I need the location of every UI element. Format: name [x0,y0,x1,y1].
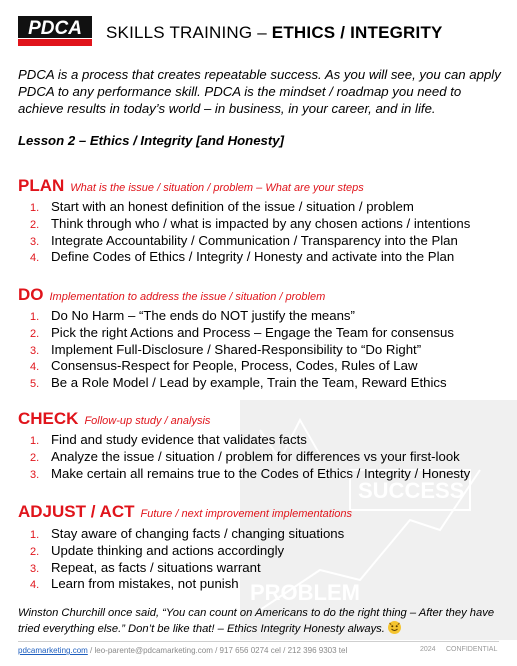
item-number: 1. [30,435,40,447]
item-text: Be a Role Model / Lead by example, Train the Team, Reward Ethics [51,375,447,391]
adjust-act-list [30,526,510,593]
item-text: Pick the right Actions and Process – Engage the Team for consensus [51,324,454,340]
item-text: Update thinking and actions accordingly [51,542,285,558]
adjust-act-subtitle: Future / next improvement implementations [140,508,353,520]
closing-quote [18,606,506,637]
quote-text: Winston Churchill once said, “You can count on Americans to do the right thing – After they have tried everything else.” Don’t be like that! – Ethics Integrity Honesty always. [18,607,495,635]
list-item [30,325,510,342]
footer-website-link[interactable]: pdcamarketing.com [18,646,88,655]
list-item [30,308,510,325]
do-keyword: DO [18,285,44,304]
check-heading [18,409,210,429]
item-text: Define Codes of Ethics / Integrity / Honesty and activate into the Plan [51,249,455,265]
list-item [30,342,510,359]
list-item [30,216,510,233]
list-item [30,375,510,392]
list-item [30,249,510,266]
item-number: 4. [30,252,40,265]
item-number: 5. [30,378,40,391]
plan-keyword: PLAN [18,176,65,195]
list-item [30,358,510,375]
list-item [30,560,510,577]
list-item [30,199,510,216]
background-word-problem: PROBLEM [250,580,360,605]
list-item [30,543,510,560]
item-number: 4. [30,361,40,374]
lesson-label: Lesson 2 [18,133,76,148]
item-number: 3. [30,344,40,357]
item-number: 3. [30,235,40,248]
footer-confidential: CONFIDENTIAL [446,646,498,653]
item-text: Find and study evidence that validates facts [51,432,307,447]
check-keyword: CHECK [18,409,79,428]
footer-year: 2024 [420,646,436,653]
document-title [106,23,443,43]
footer-contact [18,646,347,655]
do-subtitle: Implementation to address the issue / situation / problem [49,291,326,303]
item-number: 2. [30,451,40,464]
plan-subtitle: What is the issue / situation / problem – What are your steps [70,182,364,194]
item-number: 1. [30,202,40,214]
item-text: Start with an honest definition of the issue / situation / problem [51,199,414,214]
lesson-heading [18,133,284,148]
list-item [30,526,510,543]
item-text: Learn from mistakes, not punish [51,576,239,592]
item-text: Integrate Accountability / Communication / Transparency into the Plan [51,232,458,248]
item-number: 2. [30,545,40,558]
item-number: 2. [30,218,40,231]
item-text: Make certain all remains true to the Codes of Ethics / Integrity / Honesty [51,465,471,481]
title-topic: ETHICS / INTEGRITY [271,23,443,42]
do-list [30,308,510,392]
item-number: 4. [30,579,40,592]
check-list [30,432,510,482]
item-text: Stay aware of changing facts / changing situations [51,526,345,541]
title-prefix: SKILLS TRAINING – [106,23,272,42]
plan-list [30,199,510,266]
plan-heading [18,176,364,196]
footer-contact-details: / leo-parente@pdcamarketing.com / 917 656 0274 cel / 212 396 9303 tel [87,646,348,655]
item-text: Do No Harm – “The ends do NOT justify the means” [51,308,355,323]
item-text: Repeat, as facts / situations warrant [51,559,261,575]
item-number: 1. [30,311,40,323]
background-word-success: SUCCESS [358,478,465,503]
svg-text:PDCA: PDCA [28,18,82,39]
pdca-logo [18,16,92,46]
item-number: 3. [30,562,40,575]
footer-divider [18,641,499,642]
list-item [30,449,510,466]
item-text: Consensus-Respect for People, Process, Codes, Rules of Law [51,358,418,374]
smiling-devil-emoji-icon [388,621,401,634]
lesson-topic: – Ethics / Integrity [and Honesty] [75,133,285,148]
adjust-act-heading [18,502,352,522]
adjust-act-keyword: ADJUST / ACT [18,502,135,521]
list-item [30,576,510,593]
list-item [30,466,510,483]
item-text: Analyze the issue / situation / problem for differences vs your first-look [51,448,460,464]
list-item [30,432,510,449]
item-number: 3. [30,468,40,481]
check-subtitle: Follow-up study / analysis [84,415,211,427]
item-number: 2. [30,327,40,340]
item-text: Think through who / what is impacted by any chosen actions / intentions [51,215,471,231]
list-item [30,233,510,250]
item-number: 1. [30,529,40,541]
intro-paragraph: PDCA is a process that creates repeatable success. As you will see, you can apply PDCA to any performance skill. PDCA is the mindset / roadmap you need to achieve results in today’s world – in business, in your career, and in life. [18,67,501,116]
item-text: Implement Full-Disclosure / Shared-Responsibility to “Do Right” [51,341,422,357]
do-heading [18,285,325,305]
